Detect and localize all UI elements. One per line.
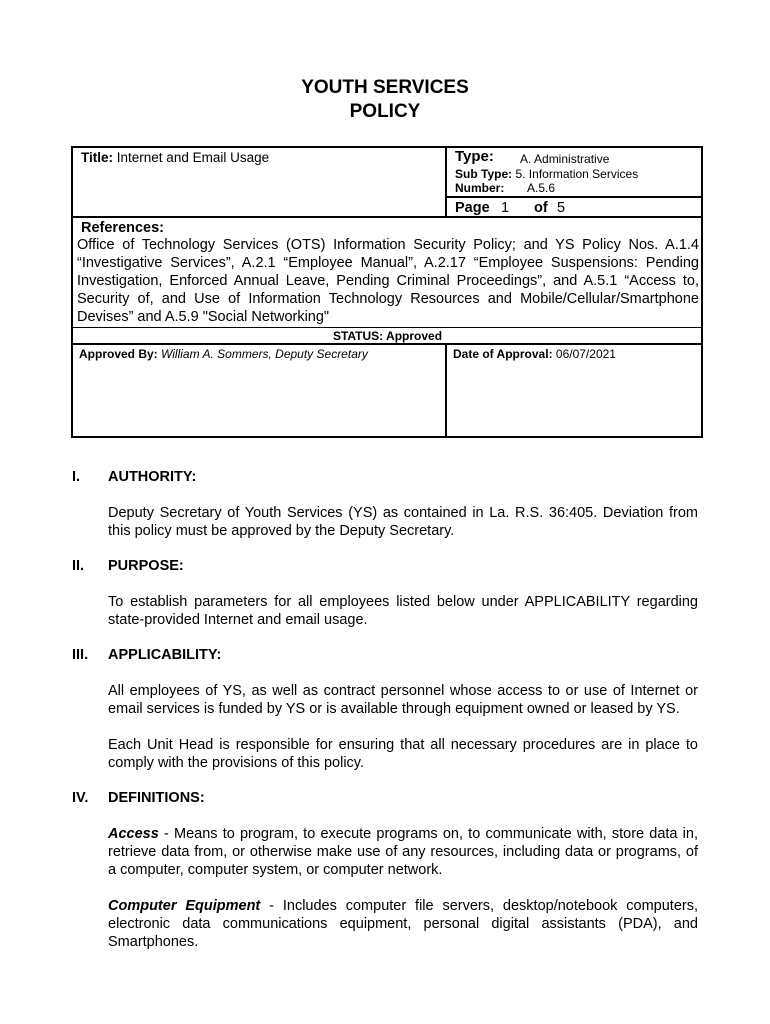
section-1-number: I.: [72, 469, 81, 485]
section-1-heading: AUTHORITY:: [108, 469, 197, 485]
divider-v-top: [445, 146, 447, 218]
section-4-number: IV.: [72, 790, 89, 806]
doc-title-line1: YOUTH SERVICES: [301, 77, 469, 98]
section-3-heading: APPLICABILITY:: [108, 647, 222, 663]
of-value: 5: [557, 200, 566, 216]
of-label: of: [534, 200, 548, 216]
section-3-number: III.: [72, 647, 89, 663]
subtype-label: Sub Type:: [455, 167, 513, 181]
section-2-number: II.: [72, 558, 85, 574]
approved-by-label: Approved By:: [79, 347, 158, 361]
section-2-heading: PURPOSE:: [108, 558, 184, 574]
section-4-heading: DEFINITIONS:: [108, 790, 205, 806]
title-value: Internet and Email Usage: [116, 150, 270, 165]
approved-by-row: [79, 347, 368, 361]
definition-text: - Includes computer file servers, desktop/notebook computers, electronic data communications equipment, personal digital assistants (PDA), and Smartphones.: [108, 898, 698, 950]
status-text: STATUS: Approved: [332, 329, 443, 343]
section-2-paragraph: To establish parameters for all employees listed below under APPLICABILITY regarding state-provided Internet and email usage.: [108, 594, 698, 628]
divider-h-type: [445, 196, 703, 198]
page-label: Page: [455, 200, 490, 216]
definition-text: - Means to program, to execute programs on, to communicate with, store data in, retrieve data from, or otherwise make use of any resources, including data or programs, of a computer, computer system, or computer network.: [108, 826, 698, 878]
definition-computer-equipment: [108, 897, 698, 951]
type-value: A. Administrative: [520, 152, 610, 166]
doc-title-line2: POLICY: [349, 101, 421, 122]
divider-h-page: [71, 216, 703, 218]
title-cell: [81, 150, 269, 166]
divider-h-approved: [71, 343, 703, 345]
date-value: 06/07/2021: [555, 347, 616, 361]
number-label: Number:: [455, 181, 505, 195]
date-label: Date of Approval:: [453, 347, 553, 361]
section-3-paragraph-1: All employees of YS, as well as contract personnel whose access to or use of Internet or email services is funded by YS or is available through equipment owned or leased by YS.: [108, 683, 698, 717]
definition-access: [108, 825, 698, 879]
references-text: Office of Technology Services (OTS) Information Security Policy; and YS Policy Nos. A.1.4 “Investigative Services”, A.2.1 “Employee Manual”, A.2.17 “Employee Suspensions: Pending Investigation, Enforced Annual Leave, Pending Criminal Proceedings”, and A.5.1 “Access to, Security of, and Use of Information Technology Resources and Mobile/Cellular/Smartphone Devises” and A.5.9 "Social Networking": [77, 237, 699, 325]
number-value: A.5.6: [527, 181, 556, 195]
divider-h-status: [71, 327, 703, 328]
subtype-row: [455, 167, 638, 181]
divider-v-bottom: [445, 343, 447, 438]
subtype-value: 5. Information Services: [515, 167, 639, 181]
title-label: Title:: [81, 150, 114, 165]
date-row: [453, 347, 616, 361]
definition-term: Computer Equipment: [108, 898, 261, 914]
approved-by-value: William A. Sommers, Deputy Secretary: [161, 347, 368, 361]
page-value: 1: [501, 200, 510, 216]
section-3-paragraph-2: Each Unit Head is responsible for ensuring that all necessary procedures are in place to comply with the provisions of this policy.: [108, 737, 698, 771]
type-label: Type:: [455, 148, 494, 165]
section-1-paragraph: Deputy Secretary of Youth Services (YS) as contained in La. R.S. 36:405. Deviation from this policy must be approved by the Deputy Secretary.: [108, 505, 698, 539]
definition-term: Access: [108, 826, 159, 842]
references-label: References:: [81, 220, 165, 236]
